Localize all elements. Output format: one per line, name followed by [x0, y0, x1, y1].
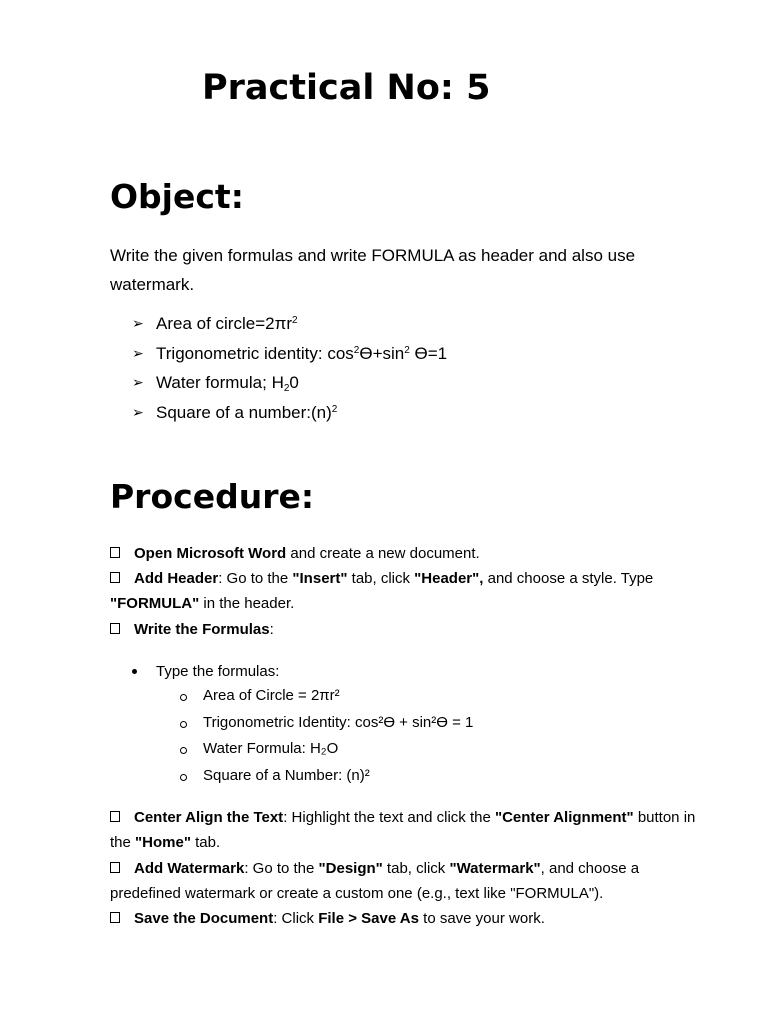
- checkbox-icon: [110, 862, 120, 873]
- arrow-bullet-icon: ➢: [132, 344, 144, 361]
- list-item: Trigonometric Identity: cos²Ө + sin²Ө = 1: [178, 710, 473, 737]
- checkbox-icon: [110, 912, 120, 923]
- procedure-heading: Procedure:: [110, 477, 315, 516]
- procedure-step: Center Align the Text: Highlight the text and click the "Center Alignment" button in the "Home" tab.: [110, 809, 696, 852]
- checkbox-icon: [110, 623, 120, 634]
- arrow-bullet-icon: ➢: [132, 374, 144, 390]
- circle-bullet-icon: [180, 694, 187, 701]
- list-item: Area of Circle = 2πr²: [178, 683, 473, 710]
- list-item: ➢ Square of a $number:(n)^2$: [132, 398, 447, 428]
- procedure-step: Save the Document: Click File > Save As to save your work.: [110, 906, 710, 931]
- list-item: Square of a Number: (n)²: [178, 763, 473, 790]
- object-description: Write the given formulas and write FORMULA as header and also use watermark.: [110, 246, 636, 294]
- circle-bullet-icon: [180, 774, 187, 781]
- object-heading: Object:: [110, 177, 244, 216]
- bullet-list: [130, 659, 279, 684]
- circle-bullet-icon: [180, 721, 187, 728]
- list-item: Type the formulas:: [130, 659, 279, 684]
- procedure-step: Add Watermark: Go to the "Design" tab, click "Watermark", and choose a predefined watermark or create a custom one (e.g., text like "FORMULA").: [110, 860, 640, 903]
- checkbox-icon: [110, 547, 120, 558]
- bullet-dot-icon: [132, 669, 137, 674]
- list-item: ➢ Area of $circle=2\pi r^2$: [132, 309, 447, 339]
- list-item: ➢ Trigonometric identity: $\cos^2Ө+\sin^2$ Ө=1: [132, 339, 447, 369]
- list-item: ➢ Water formula; $H_20$: [132, 368, 447, 398]
- arrow-bullet-icon: ➢: [132, 403, 144, 420]
- arrow-bullet-icon: ➢: [132, 315, 144, 331]
- procedure-step: Add Header: Go to the "Insert" tab, click "Header", and choose a style. Type "FORMULA" in the header.: [110, 570, 654, 613]
- page-title: Practical No: 5: [202, 68, 491, 108]
- procedure-step: Open Microsoft Word and create a new document.: [110, 541, 710, 566]
- list-item: Water Formula: H₂O: [178, 736, 473, 763]
- formula-sub-list: [178, 683, 473, 789]
- circle-bullet-icon: [180, 747, 187, 754]
- checkbox-icon: [110, 572, 120, 583]
- procedure-step: Write the Formulas:: [110, 617, 710, 642]
- checkbox-icon: [110, 811, 120, 822]
- formula-list: [132, 309, 447, 427]
